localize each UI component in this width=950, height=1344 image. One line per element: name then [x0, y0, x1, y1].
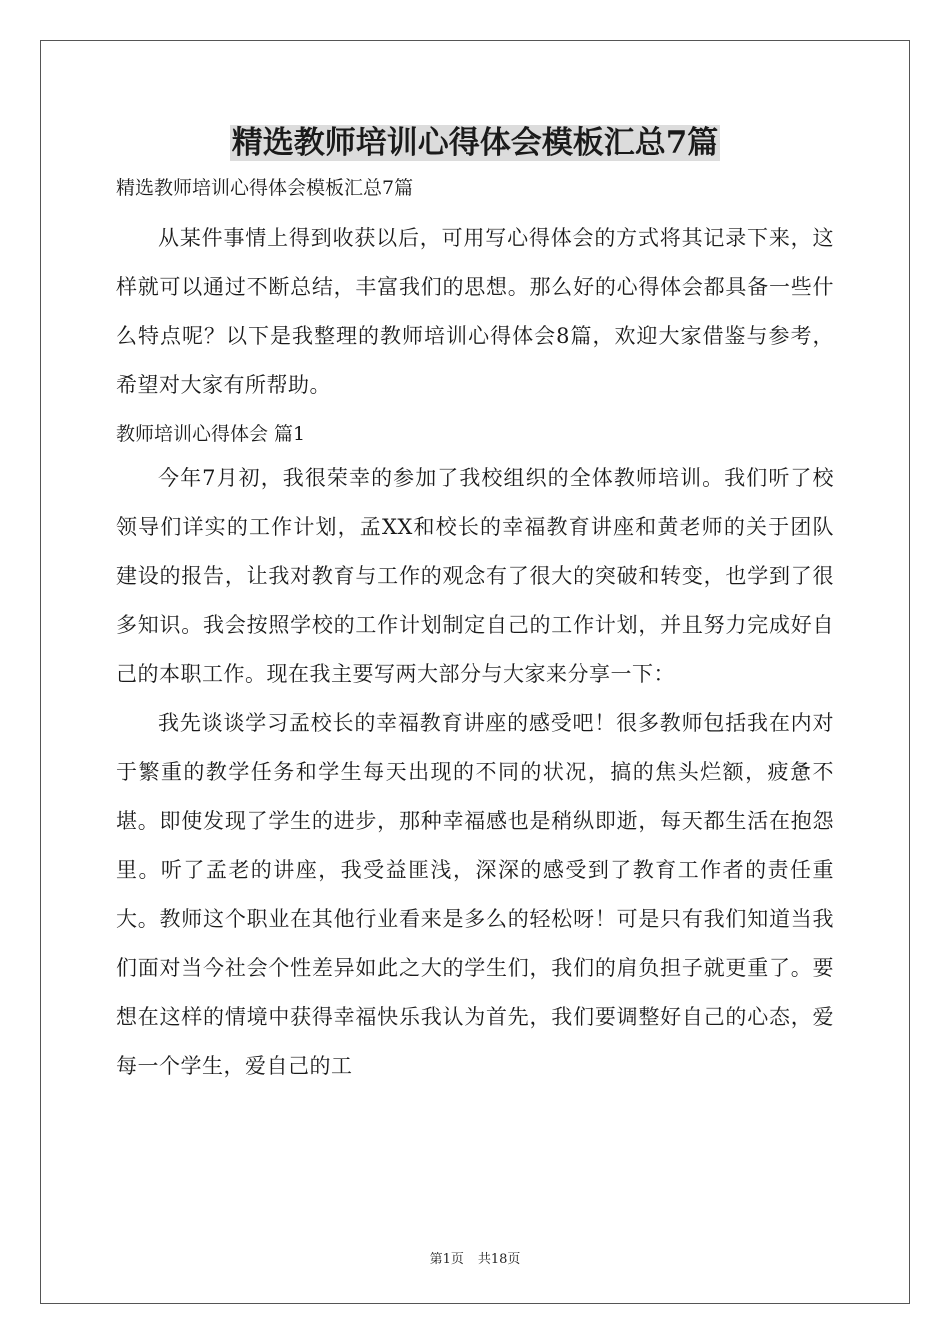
document-title — [116, 120, 834, 166]
section-heading: 教师培训心得体会 篇1 — [116, 423, 306, 445]
page-number: 第1页 — [429, 1252, 464, 1267]
body-paragraph-2: 我先谈谈学习孟校长的幸福教育讲座的感受吧！很多教师包括我在内对于繁重的教学任务和学生每天出现的不同的状况，搞的焦头烂额，疲惫不堪。即使发现了学生的进步，那种幸福感也是稍纵即逝，每天都生活在抱怨里。听了孟老的讲座，我受益匪浅，深深的感受到了教育工作者的责任重大。教师这个职业在其他行业看来是多么的轻松呀！可是只有我们知道当我们面对当今社会个性差异如此之大的学生们，我们的肩负担子就更重了。要想在这样的情境中获得幸福快乐我认为首先，我们要调整好自己的心态，爱每一个学生，爱自己的工 — [116, 711, 834, 1078]
document-subtitle: 精选教师培训心得体会模板汇总7篇 — [116, 177, 414, 199]
page-total: 共18页 — [477, 1252, 521, 1267]
document-body — [116, 120, 834, 1091]
document-title-text: 精选教师培训心得体会模板汇总7篇 — [231, 125, 719, 161]
intro-paragraph: 从某件事情上得到收获以后，可用写心得体会的方式将其记录下来，这样就可以通过不断总结，丰富我们的思想。那么好的心得体会都具备一些什么特点呢？以下是我整理的教师培训心得体会8篇，欢迎大家借鉴与参考，希望对大家有所帮助。 — [116, 226, 834, 397]
body-paragraph-1: 今年7月初，我很荣幸的参加了我校组织的全体教师培训。我们听了校领导们详实的工作计划，孟XX和校长的幸福教育讲座和黄老师的关于团队建设的报告，让我对教育与工作的观念有了很大的突破和转变，也学到了很多知识。我会按照学校的工作计划制定自己的工作计划，并且努力完成好自己的本职工作。现在我主要写两大部分与大家来分享一下： — [116, 466, 834, 686]
page-footer — [0, 1248, 950, 1267]
